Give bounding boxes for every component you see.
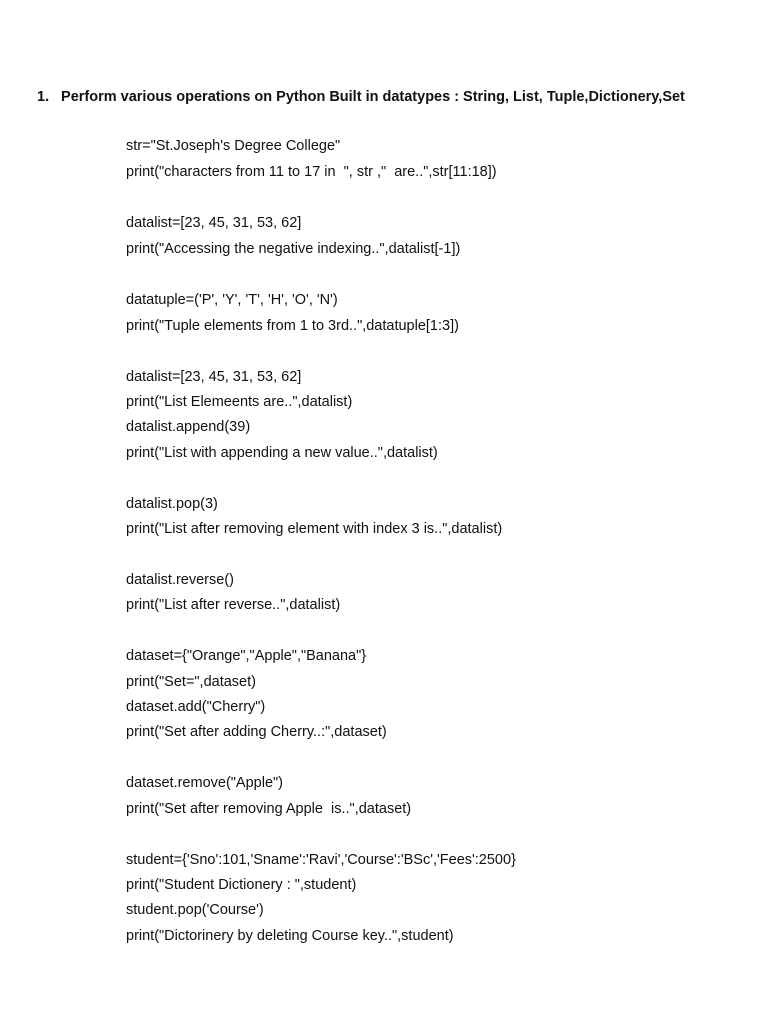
heading-number: 1. [37,89,50,105]
code-line: datalist.pop(3) [126,496,218,512]
code-line: dataset.remove("Apple") [126,775,283,791]
code-line: datalist=[23, 45, 31, 53, 62] [126,215,302,231]
code-line: print("Set after removing Apple is..",dataset) [126,801,412,817]
code-line: print("Tuple elements from 1 to 3rd..",datatuple[1:3]) [126,318,459,334]
code-line: datalist.reverse() [126,572,234,588]
code-line: print("Student Dictionery : ",student) [126,877,357,893]
heading-text: Perform various operations on Python Built in datatypes : String, List, Tuple,Dictionery,Set [61,89,685,105]
code-line: datalist.append(39) [126,419,251,435]
code-line: print("Dictorinery by deleting Course key..",student) [126,928,454,944]
section-heading [37,88,737,106]
code-line: student={'Sno':101,'Sname':'Ravi','Course':'BSc','Fees':2500} [126,852,516,868]
code-line: dataset={"Orange","Apple","Banana"} [126,648,367,664]
code-line: print("Set after adding Cherry..:",dataset) [126,724,387,740]
code-line: print("Set=",dataset) [126,674,256,690]
code-line: datalist=[23, 45, 31, 53, 62] [126,369,302,385]
code-line: print("List with appending a new value..",datalist) [126,445,438,461]
code-line: print("Accessing the negative indexing..",datalist[-1]) [126,241,461,257]
code-line: print("List after reverse..",datalist) [126,597,341,613]
code-line: print("List after removing element with index 3 is..",datalist) [126,521,503,537]
code-line: datatuple=('P', 'Y', 'T', 'H', 'O', 'N') [126,292,338,308]
code-line: dataset.add("Cherry") [126,699,266,715]
code-line: student.pop('Course') [126,902,264,918]
code-line: print("characters from 11 to 17 in ", str ," are..",str[11:18]) [126,164,497,180]
code-line: print("List Elemeents are..",datalist) [126,394,353,410]
code-line: str="St.Joseph's Degree College" [126,138,341,154]
